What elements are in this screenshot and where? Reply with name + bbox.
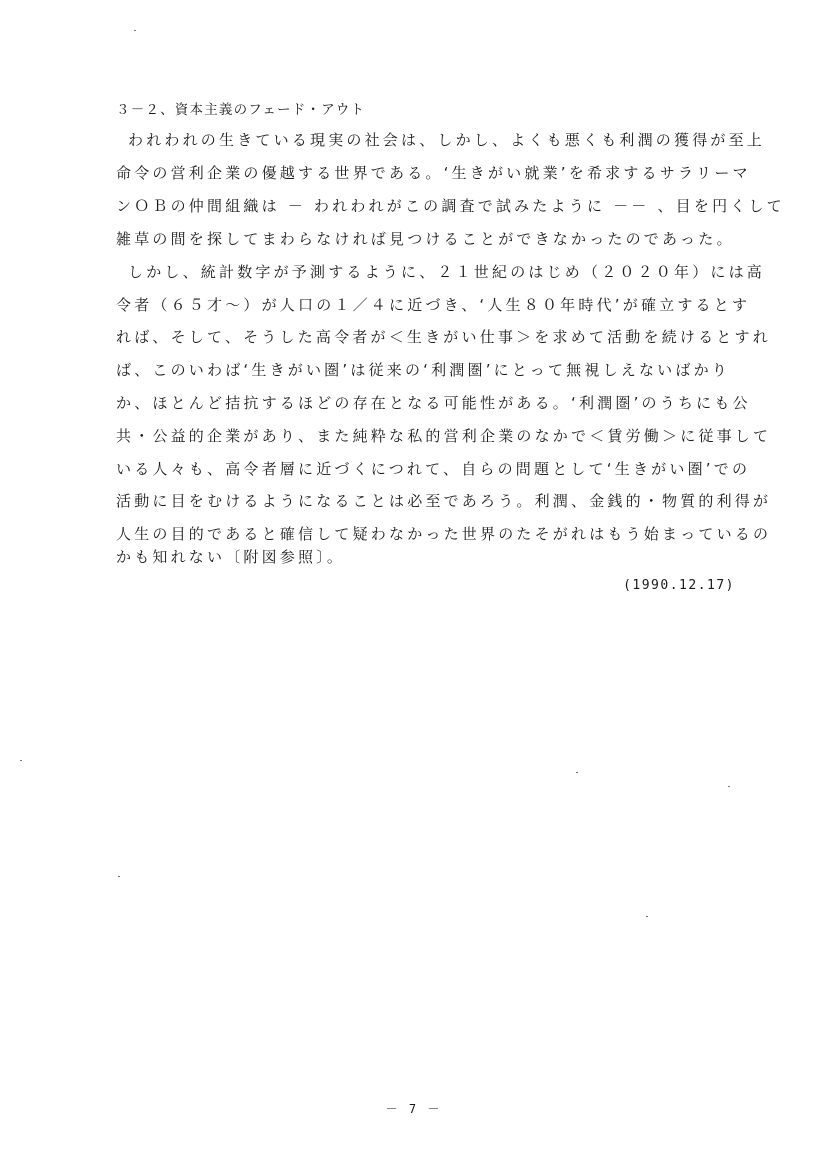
paragraph-line: 共・公益的企業があり、また純粋な私的営利企業のなかで＜賃労働＞に従事して <box>116 427 772 445</box>
paragraph-line: 雑草の間を探してまわらなければ見つけることができなかったのであった。 <box>116 230 735 248</box>
paragraph-line: われわれの生きている現実の社会は、しかし、よくも悪くも利潤の獲得が至上 <box>128 131 766 149</box>
page-number: － 7 － <box>385 1102 442 1116</box>
paragraph-line: 人生の目的であると確信して疑わなかった世界のたそがれはもう始まっているの <box>116 525 772 543</box>
paragraph-line: いる人々も、高令者層に近づくにつれて、自らの問題として‘生きがい圏’での <box>116 460 751 478</box>
paragraph-line: ンＯＢの仲間組織は － われわれがこの調査で試みたように －－ 、目を円くして <box>116 197 785 215</box>
paragraph-line: 令者（６５才～）が人口の１／４に近づき、‘人生８０年時代’が確立するとす <box>116 296 751 314</box>
paragraph-line: か、ほとんど拮抗するほどの存在となる可能性がある。‘利潤圏’のうちにも公 <box>116 394 751 412</box>
paragraph-line: かも知れない〔附図参照〕。 <box>116 548 346 566</box>
paragraph-line: しかし、統計数字が予測するように、２１世紀のはじめ（２０２０年）には高 <box>128 263 766 281</box>
paragraph-line: れば、そして、そうした高令者が＜生きがい仕事＞を求めて活動を続けるとすれ <box>116 328 771 346</box>
scan-speck <box>134 30 136 31</box>
date-stamp: (1990.12.17) <box>623 578 735 593</box>
scan-speck <box>118 876 120 877</box>
scan-speck <box>646 916 648 917</box>
paragraph-line: ば、このいわば‘生きがい圏’は従来の‘利潤圏’にとって無視しえないばかり <box>116 361 730 379</box>
paragraph-line: 活動に目をむけるようになることは必至であろう。利潤、金銭的・物質的利得が <box>116 492 772 510</box>
section-heading: ３－２、資本主義のフェード・アウト <box>116 102 366 118</box>
scan-speck <box>576 772 578 773</box>
scan-speck <box>728 786 730 787</box>
scan-speck <box>20 760 22 761</box>
paragraph-line: 命令の営利企業の優越する世界である。‘生きがい就業’を希求するサラリーマ <box>116 164 751 182</box>
